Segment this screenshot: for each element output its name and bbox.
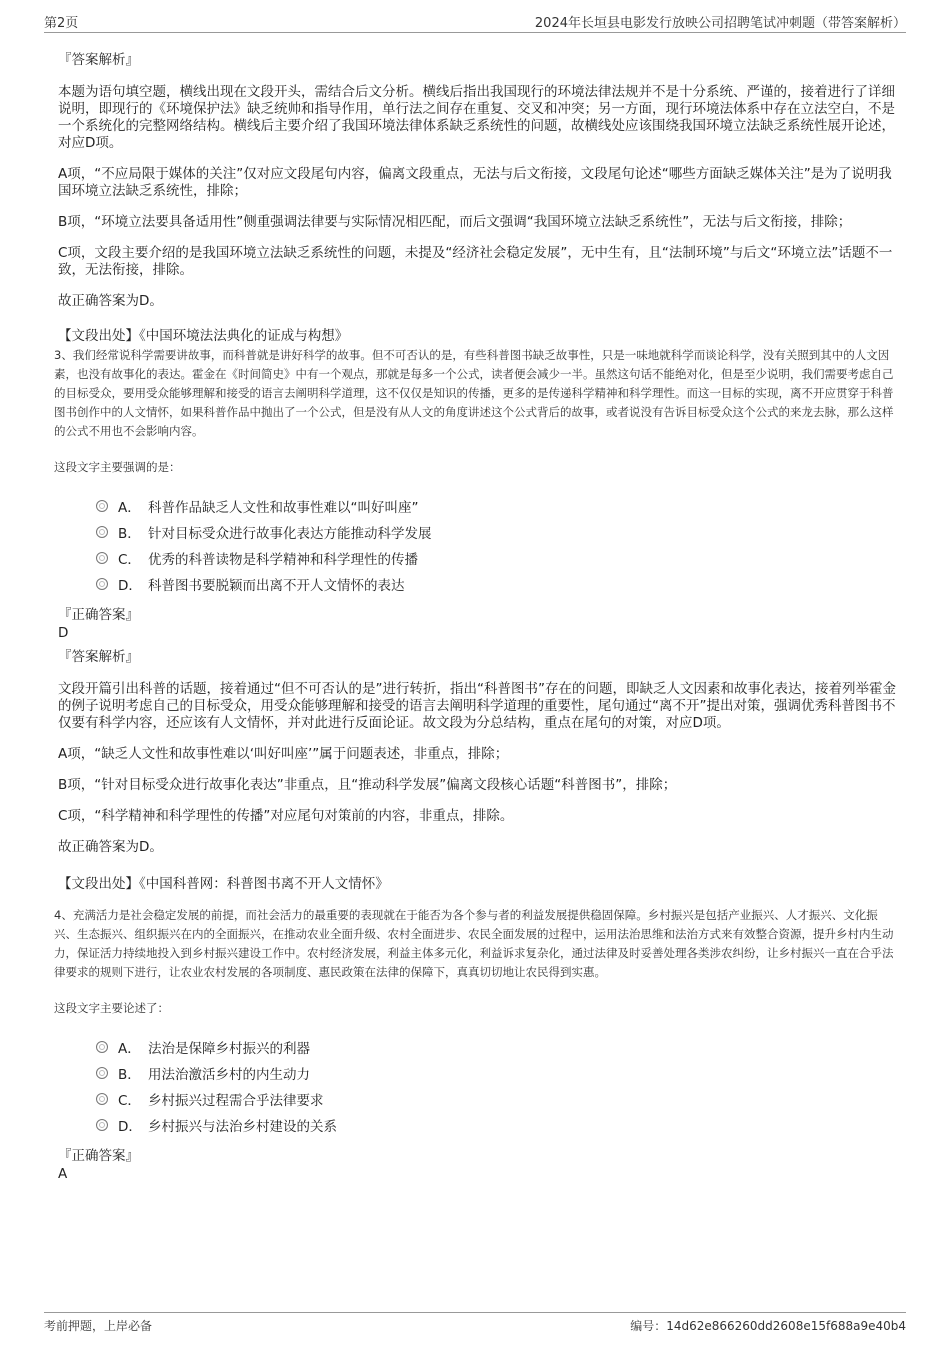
option-letter: C．	[118, 552, 141, 568]
page-content	[56, 42, 896, 1182]
analysis-option-c: C项，文段主要介绍的是我国环境立法缺乏系统性的问题，未提及“经济社会稳定发展”，无中生有，且“法制环境”与后文“环境立法”话题不一致，无法衔接，排除。	[58, 245, 893, 278]
radio-icon[interactable]	[96, 552, 108, 564]
option-text: 科普图书要脱颖而出离不开人文情怀的表达	[148, 578, 405, 594]
document-title: 2024年长垣县电影发行放映公司招聘笔试冲刺题（带答案解析）	[534, 16, 906, 31]
option-letter: D．	[118, 1119, 142, 1135]
option-letter: A．	[118, 500, 141, 516]
analysis-option-b: B项，“针对目标受众进行故事化表达”非重点，且“推动科学发展”偏离文段核心话题“科普图书”，排除；	[58, 777, 677, 793]
question-4-options	[96, 1034, 896, 1138]
radio-icon[interactable]	[96, 1093, 108, 1105]
option-letter: B．	[118, 526, 141, 542]
analysis-label: 『答案解析』	[58, 649, 139, 665]
option-text: 乡村振兴与法治乡村建设的关系	[148, 1119, 337, 1135]
option-text: 乡村振兴过程需合乎法律要求	[148, 1093, 324, 1109]
radio-icon[interactable]	[96, 578, 108, 590]
correct-answer: D	[58, 625, 69, 641]
analysis-option-b: B项，“环境立法要具备适用性”侧重强调法律要与实际情况相匹配，而后文强调“我国环境立法缺乏系统性”，无法与后文衔接，排除；	[58, 214, 852, 230]
radio-icon[interactable]	[96, 1119, 108, 1131]
option-a[interactable]	[96, 1034, 896, 1060]
option-text: 用法治激活乡村的内生动力	[148, 1067, 310, 1083]
correct-answer-label: 『正确答案』	[58, 1148, 139, 1164]
option-a[interactable]	[96, 493, 896, 519]
analysis-option-a: A项，“不应局限于媒体的关注”仅对应文段尾句内容，偏离文段重点，无法与后文衔接，文段尾句论述“哪些方面缺乏媒体关注”是为了说明我国环境立法缺乏系统性，排除；	[58, 166, 892, 199]
option-c[interactable]	[96, 545, 896, 571]
option-letter: B．	[118, 1067, 141, 1083]
radio-icon[interactable]	[96, 526, 108, 538]
radio-icon[interactable]	[96, 500, 108, 512]
option-b[interactable]	[96, 519, 896, 545]
page-footer	[44, 1312, 906, 1335]
option-d[interactable]	[96, 571, 896, 597]
option-text: 优秀的科普读物是科学精神和科学理性的传播	[148, 552, 418, 568]
analysis-option-a: A项，“缺乏人文性和故事性难以‘叫好叫座’”属于问题表述，非重点，排除；	[58, 746, 509, 762]
document-id: 编号：14d62e866260dd2608e15f688a9e40b4	[630, 1319, 906, 1333]
passage-source: 【文段出处】《中国环境法法典化的证成与构想》	[58, 328, 349, 344]
question-3-options	[96, 493, 896, 597]
question-3-prompt: 这段文字主要强调的是：	[54, 460, 181, 474]
option-letter: D．	[118, 578, 142, 594]
radio-icon[interactable]	[96, 1067, 108, 1079]
question-3-text: 3、我们经常说科学需要讲故事，而科普就是讲好科学的故事。但不可否认的是，有些科普图书缺乏故事性，只是一味地就科学而谈论科学，没有关照到其中的人文因素，也没有故事化的表达。霍金在《时间简史》中有一个观点，那就是每多一个公式，读者便会减少一半。虽然这句话不能绝对化，但是至少说明，我们需要考虑自己的目标受众，要用受众能够理解和接受的语言去阐明科学道理，这不仅仅是知识的传播，更多的是传递科学精神和科学理性。而这一目标的实现，离不开应贯穿于科普图书创作中的人文情怀，如果科普作品中抛出了一个公式，但是没有从人文的角度讲述这个公式背后的故事，或者说没有告诉目标受众这个公式的来龙去脉，那么这样的公式不用也不会影响内容。	[54, 348, 894, 438]
analysis-conclusion: 故正确答案为D。	[58, 293, 163, 309]
question-4-text: 4、充满活力是社会稳定发展的前提，而社会活力的最重要的表现就在于能否为各个参与者的利益发展提供稳固保障。乡村振兴是包括产业振兴、人才振兴、文化振兴、生态振兴、组织振兴在内的全面振兴，在推动农业全面升级、农村全面进步、农民全面发展的过程中，运用法治思维和法治方式来有效整合资源，提升乡村内生动力，保证活力持续地投入到乡村振兴建设工作中。农村经济发展，利益主体多元化，利益诉求复杂化，通过法律及时妥善处理各类涉农纠纷，让乡村振兴一直在合乎法律要求的规则下进行，让农业农村发展的各项制度、惠民政策在法律的保障下，真真切切地让农民得到实惠。	[54, 908, 894, 979]
option-b[interactable]	[96, 1060, 896, 1086]
analysis-option-c: C项，“科学精神和科学理性的传播”对应尾句对策前的内容，非重点，排除。	[58, 808, 514, 824]
analysis-paragraph: 本题为语句填空题，横线出现在文段开头，需结合后文分析。横线后指出我国现行的环境法律法规并不是十分系统、严谨的，接着进行了详细说明，即现行的《环境保护法》缺乏统帅和指导作用，单行法之间存在重复、交叉和冲突；另一方面，现行环境法体系中存在立法空白，不是一个系统化的完整网络结构。横线后主要介绍了我国环境法律体系缺乏系统性的问题，故横线处应该围绕我国环境立法缺乏系统性展开论述，对应D项。	[58, 84, 895, 151]
option-letter: A．	[118, 1041, 141, 1057]
analysis-conclusion: 故正确答案为D。	[58, 839, 163, 855]
option-text: 针对目标受众进行故事化表达方能推动科学发展	[148, 526, 432, 542]
radio-icon[interactable]	[96, 1041, 108, 1053]
analysis-label: 『答案解析』	[58, 52, 139, 68]
option-text: 科普作品缺乏人文性和故事性难以“叫好叫座”	[148, 500, 419, 516]
page-number: 第2页	[44, 16, 79, 31]
option-text: 法治是保障乡村振兴的利器	[148, 1041, 310, 1057]
analysis-paragraph: 文段开篇引出科普的话题，接着通过“但不可否认的是”进行转折，指出“科普图书”存在的问题，即缺乏人文因素和故事化表达，接着列举霍金的例子说明考虑自己的目标受众，用受众能够理解和接受的语言去阐明科学道理的重要性，尾句通过“离不开”提出对策，强调优秀科普图书不仅要有科学内容，还应该有人文情怀，并对此进行反面论证。故文段为分总结构，重点在尾句的对策，对应D项。	[58, 681, 896, 731]
option-d[interactable]	[96, 1112, 896, 1138]
correct-answer-label: 『正确答案』	[58, 607, 139, 623]
page-header	[44, 10, 906, 33]
correct-answer: A	[58, 1166, 68, 1182]
option-letter: C．	[118, 1093, 141, 1109]
passage-source: 【文段出处】《中国科普网：科普图书离不开人文情怀》	[58, 876, 389, 892]
option-c[interactable]	[96, 1086, 896, 1112]
question-4-prompt: 这段文字主要论述了：	[54, 1001, 169, 1015]
footer-slogan: 考前押题，上岸必备	[44, 1319, 153, 1333]
